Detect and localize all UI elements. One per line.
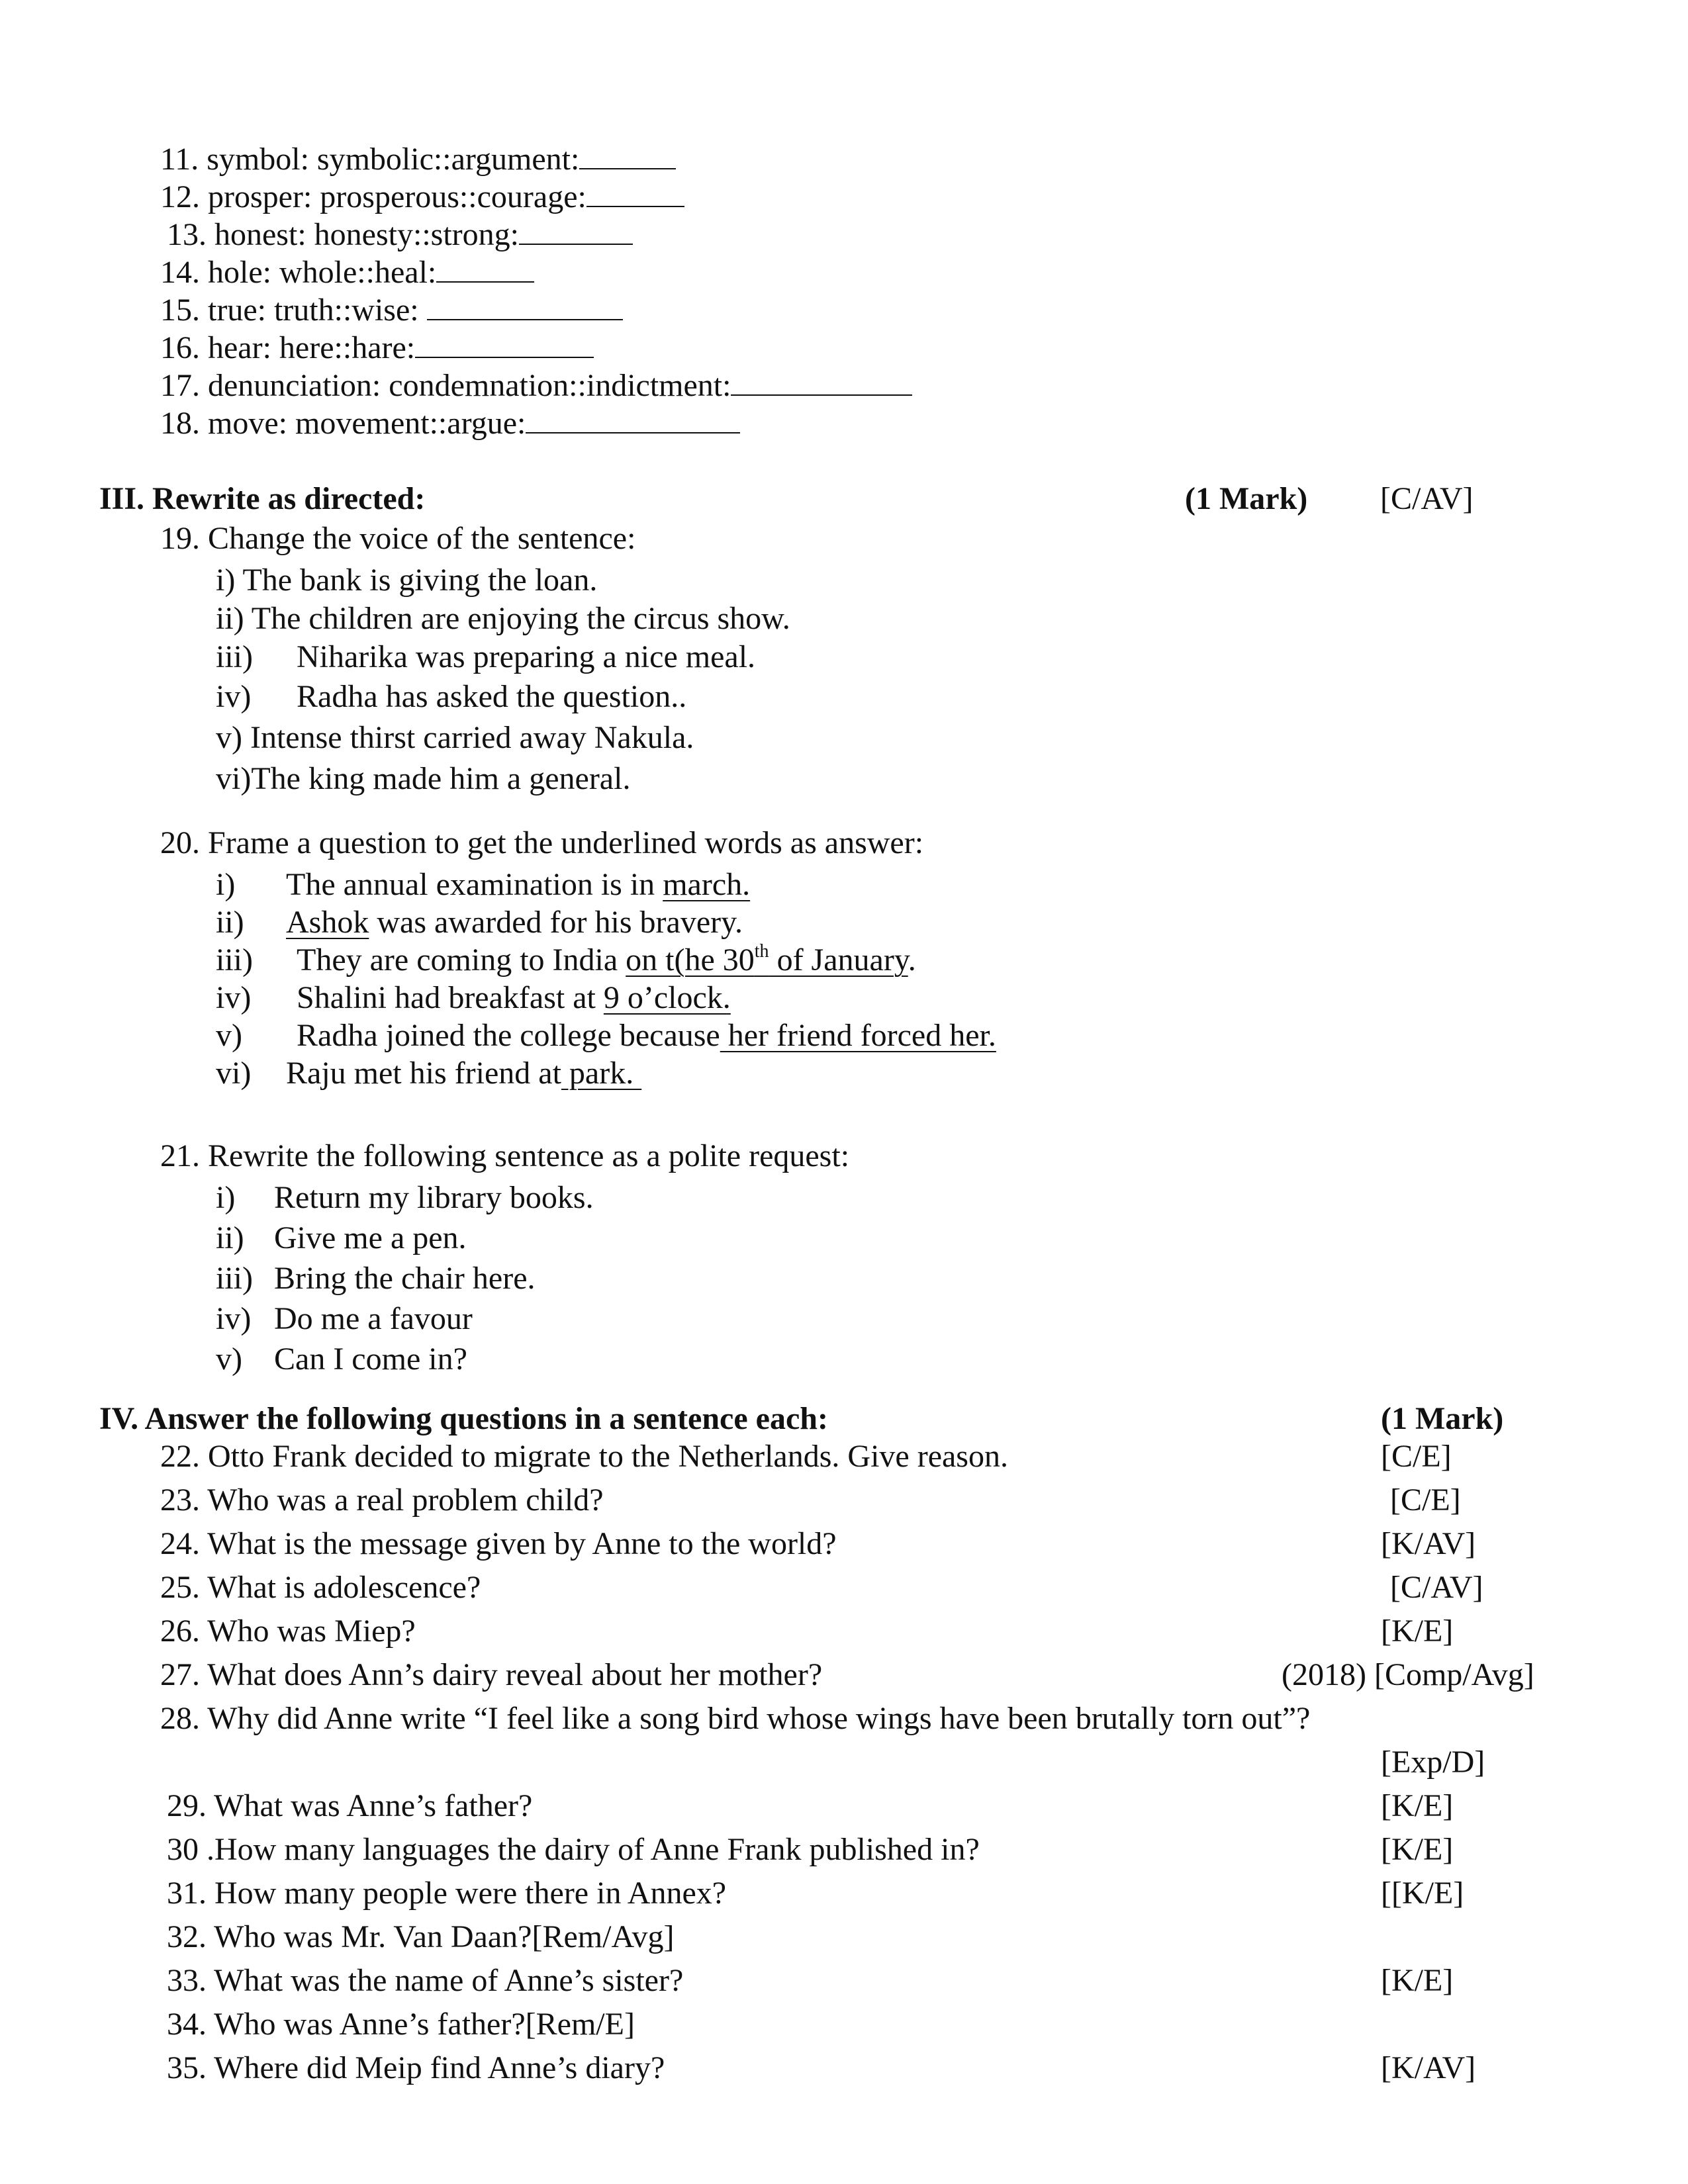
q20-item-iv: Shalini had breakfast at 9 o’clock. <box>297 980 731 1015</box>
question-23-tag: [C/E] <box>1390 1482 1461 1518</box>
question-35-tag: [K/AV] <box>1381 2050 1476 2085</box>
question-27-tag: (2018) [Comp/Avg] <box>1282 1657 1534 1692</box>
question-21-prompt: 21. Rewrite the following sentence as a polite request: <box>160 1138 850 1173</box>
q20-item-v: Radha joined the college because her friend forced her. <box>297 1018 996 1053</box>
answer-blank[interactable] <box>415 330 594 358</box>
question-19-prompt: 19. Change the voice of the sentence: <box>160 521 636 556</box>
section-iv-marks: (1 Mark) <box>1381 1401 1504 1436</box>
answer-blank[interactable] <box>436 255 534 283</box>
question-31-tag: [[K/E] <box>1381 1876 1464 1911</box>
question-35: 35. Where did Meip find Anne’s diary? <box>167 2050 665 2085</box>
q20-item-i: The annual examination is in march. <box>286 867 751 902</box>
question-34: 34. Who was Anne’s father?[Rem/E] <box>167 2007 635 2042</box>
q20-item-ii-number: ii) <box>216 905 244 940</box>
question-31: 31. How many people were there in Annex? <box>167 1876 727 1911</box>
q21-item-iii-number: iii) <box>216 1261 253 1296</box>
question-28: 28. Why did Anne write “I feel like a song bird whose wings have been brutally torn out”? <box>160 1701 1311 1736</box>
section-iv-heading: IV. Answer the following questions in a sentence each: <box>99 1401 828 1436</box>
answer-blank[interactable] <box>427 293 623 320</box>
q20-item-ii: Ashok was awarded for his bravery. <box>286 905 743 940</box>
analogy-item-11: 11. symbol: symbolic::argument: <box>160 142 676 175</box>
analogy-item-12: 12. prosper: prosperous::courage: <box>160 179 684 213</box>
q21-item-i: Return my library books. <box>274 1180 594 1215</box>
q19-item-vi: vi)The king made him a general. <box>216 761 631 796</box>
analogy-item-18: 18. move: movement::argue: <box>160 406 740 439</box>
q21-item-iv: Do me a favour <box>274 1301 473 1336</box>
q20-item-iii-number: iii) <box>216 942 253 978</box>
q19-item-iv: Radha has asked the question.. <box>297 679 687 714</box>
section-iii-marks: (1 Mark) <box>1185 481 1308 516</box>
answer-blank[interactable] <box>579 142 676 169</box>
q20-item-i-number: i) <box>216 867 236 902</box>
question-22-tag: [C/E] <box>1381 1439 1452 1474</box>
analogy-item-16: 16. hear: here::hare: <box>160 330 594 364</box>
question-26-tag: [K/E] <box>1381 1614 1454 1649</box>
question-25-tag: [C/AV] <box>1390 1570 1483 1605</box>
question-33: 33. What was the name of Anne’s sister? <box>167 1963 684 1998</box>
question-24-tag: [K/AV] <box>1381 1526 1476 1561</box>
q19-item-v: v) Intense thirst carried away Nakula. <box>216 720 694 755</box>
q19-item-iii-number: iii) <box>216 639 253 674</box>
question-22: 22. Otto Frank decided to migrate to the Netherlands. Give reason. <box>160 1439 1008 1474</box>
q20-item-iv-number: iv) <box>216 980 252 1015</box>
q20-item-v-number: v) <box>216 1018 242 1053</box>
q19-item-i: i) The bank is giving the loan. <box>216 563 598 598</box>
q19-item-iv-number: iv) <box>216 679 252 714</box>
section-iii-tag: [C/AV] <box>1380 481 1474 516</box>
answer-blank[interactable] <box>586 179 684 207</box>
q21-item-i-number: i) <box>216 1180 236 1215</box>
answer-blank[interactable] <box>526 406 740 433</box>
q20-item-vi-number: vi) <box>216 1056 252 1091</box>
question-28-tag: [Exp/D] <box>1381 1745 1485 1780</box>
question-33-tag: [K/E] <box>1381 1963 1454 1998</box>
question-29: 29. What was Anne’s father? <box>167 1788 533 1823</box>
q20-item-iii: They are coming to India on t(he 30th of January. <box>297 941 916 978</box>
analogy-item-15: 15. true: truth::wise: <box>160 293 623 326</box>
question-25: 25. What is adolescence? <box>160 1570 481 1605</box>
question-27: 27. What does Ann’s dairy reveal about her mother? <box>160 1657 823 1692</box>
q21-item-ii-number: ii) <box>216 1220 244 1255</box>
analogy-item-17: 17. denunciation: condemnation::indictment: <box>160 368 912 402</box>
q21-item-v: Can I come in? <box>274 1342 467 1377</box>
answer-blank[interactable] <box>731 368 912 396</box>
q21-item-ii: Give me a pen. <box>274 1220 467 1255</box>
q21-item-v-number: v) <box>216 1342 242 1377</box>
q20-item-vi: Raju met his friend at park. <box>286 1056 642 1091</box>
question-23: 23. Who was a real problem child? <box>160 1482 604 1518</box>
question-29-tag: [K/E] <box>1381 1788 1454 1823</box>
q19-item-iii: Niharika was preparing a nice meal. <box>297 639 756 674</box>
q21-item-iii: Bring the chair here. <box>274 1261 536 1296</box>
question-30-tag: [K/E] <box>1381 1832 1454 1867</box>
question-26: 26. Who was Miep? <box>160 1614 416 1649</box>
question-30: 30 .How many languages the dairy of Anne Frank published in? <box>167 1832 980 1867</box>
analogy-item-14: 14. hole: whole::heal: <box>160 255 534 289</box>
analogy-item-13: 13. honest: honesty::strong: <box>167 217 633 251</box>
question-20-prompt: 20. Frame a question to get the underlined words as answer: <box>160 825 924 860</box>
q19-item-ii: ii) The children are enjoying the circus show. <box>216 601 790 636</box>
answer-blank[interactable] <box>519 217 633 245</box>
question-32: 32. Who was Mr. Van Daan?[Rem/Avg] <box>167 1919 675 1954</box>
q21-item-iv-number: iv) <box>216 1301 252 1336</box>
section-iii-heading: III. Rewrite as directed: <box>99 481 426 516</box>
question-24: 24. What is the message given by Anne to the world? <box>160 1526 837 1561</box>
